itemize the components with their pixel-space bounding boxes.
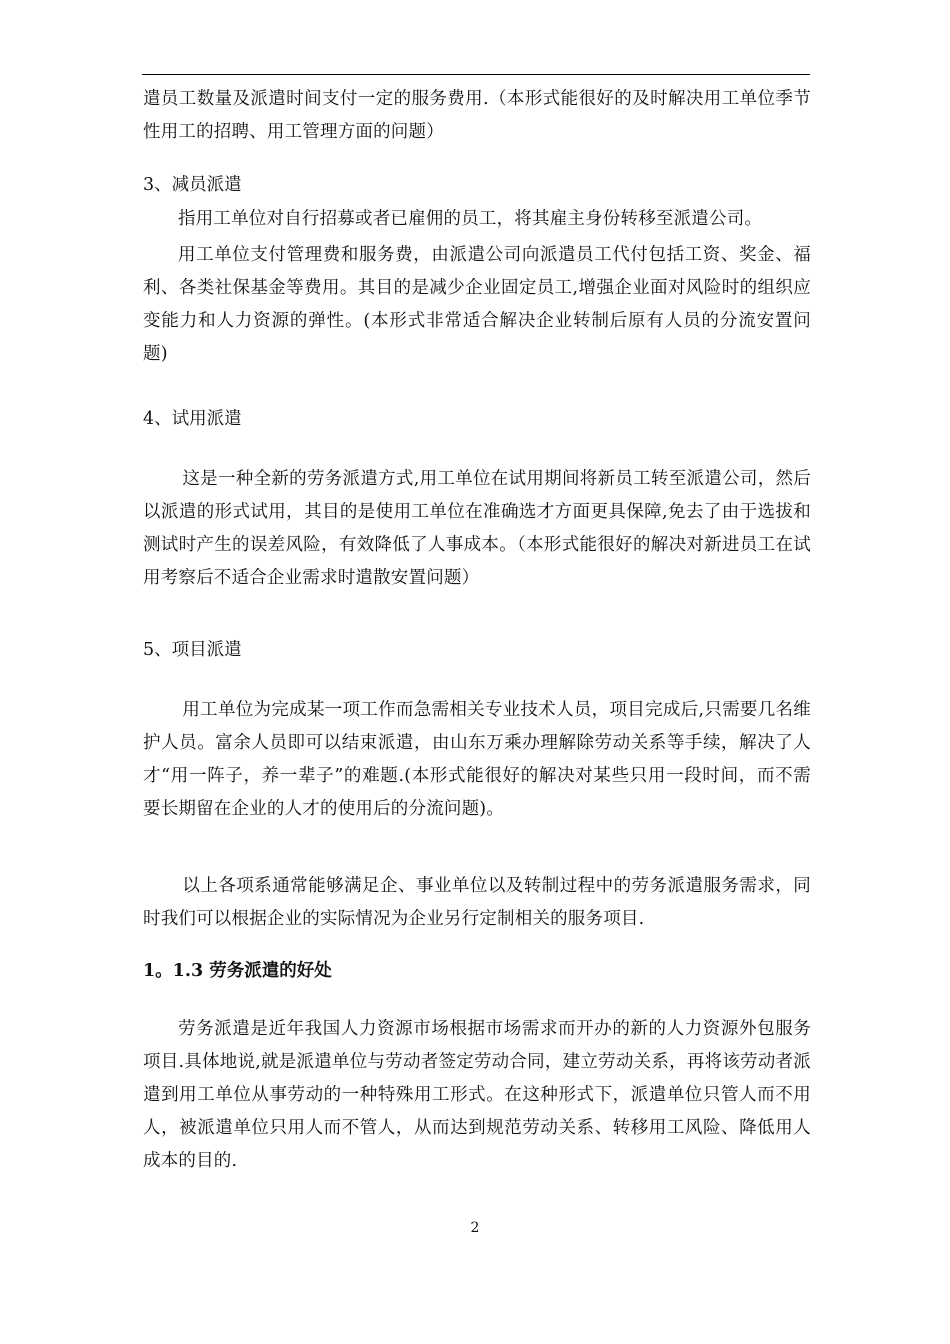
paragraph-reduction-detail: 用工单位支付管理费和服务费，由派遣公司向派遣员工代付包括工资、奖金、福利、各类社保基金等费用。其目的是减少企业固定员工,增强企业面对风险时的组织应变能力和人力资源的弹性。(本形式非常适合解决企业转制后原有人员的分流安置问题) — [143, 245, 811, 364]
paragraph-trial-dispatch: 这是一种全新的劳务派遣方式,用工单位在试用期间将新员工转至派遣公司，然后以派遣的形式试用，其目的是使用工单位在准确选才方面更具保障,免去了由于选拔和测试时产生的误差风险，有效降低了人事成本。（本形式能很好的解决对新进员工在试用考察后不适合企业需求时遣散安置问题） — [143, 469, 811, 588]
subsection-heading-benefits: 1。1.3 劳务派遣的好处 — [143, 961, 332, 981]
paragraph-project-dispatch: 用工单位为完成某一项工作而急需相关专业技术人员，项目完成后,只需要几名维护人员。富余人员即可以结束派遣，由山东万乘办理解除劳动关系等手续，解决了人才“用一阵子，养一辈子”的难题.(本形式能很好的解决对某些只用一段时间，而不需要长期留在企业的人才的使用后的分流问题)。 — [143, 700, 811, 819]
section-heading-3: 3、减员派遣 — [143, 175, 242, 195]
header-rule — [142, 74, 810, 75]
paragraph-reduction-definition: 指用工单位对自行招募或者已雇佣的员工，将其雇主身份转移至派遣公司。 — [178, 209, 763, 229]
paragraph-summary: 以上各项系通常能够满足企、事业单位以及转制过程中的劳务派遣服务需求，同时我们可以根据企业的实际情况为企业另行定制相关的服务项目. — [143, 876, 811, 929]
paragraph-benefits: 劳务派遣是近年我国人力资源市场根据市场需求而开办的新的人力资源外包服务项目.具体地说,就是派遣单位与劳动者签定劳动合同，建立劳动关系，再将该劳动者派遣到用工单位从事劳动的一种特殊用工形式。在这种形式下，派遣单位只管人而不用人，被派遣单位只用人而不管人，从而达到规范劳动关系、转移用工风险、降低用人成本的目的. — [143, 1019, 811, 1171]
page-number: 2 — [470, 1220, 480, 1236]
section-heading-5: 5、项目派遣 — [143, 640, 242, 660]
section-heading-4: 4、试用派遣 — [143, 409, 242, 429]
paragraph-continuation: 遣员工数量及派遣时间支付一定的服务费用.（本形式能很好的及时解决用工单位季节性用工的招聘、用工管理方面的问题） — [143, 89, 811, 142]
